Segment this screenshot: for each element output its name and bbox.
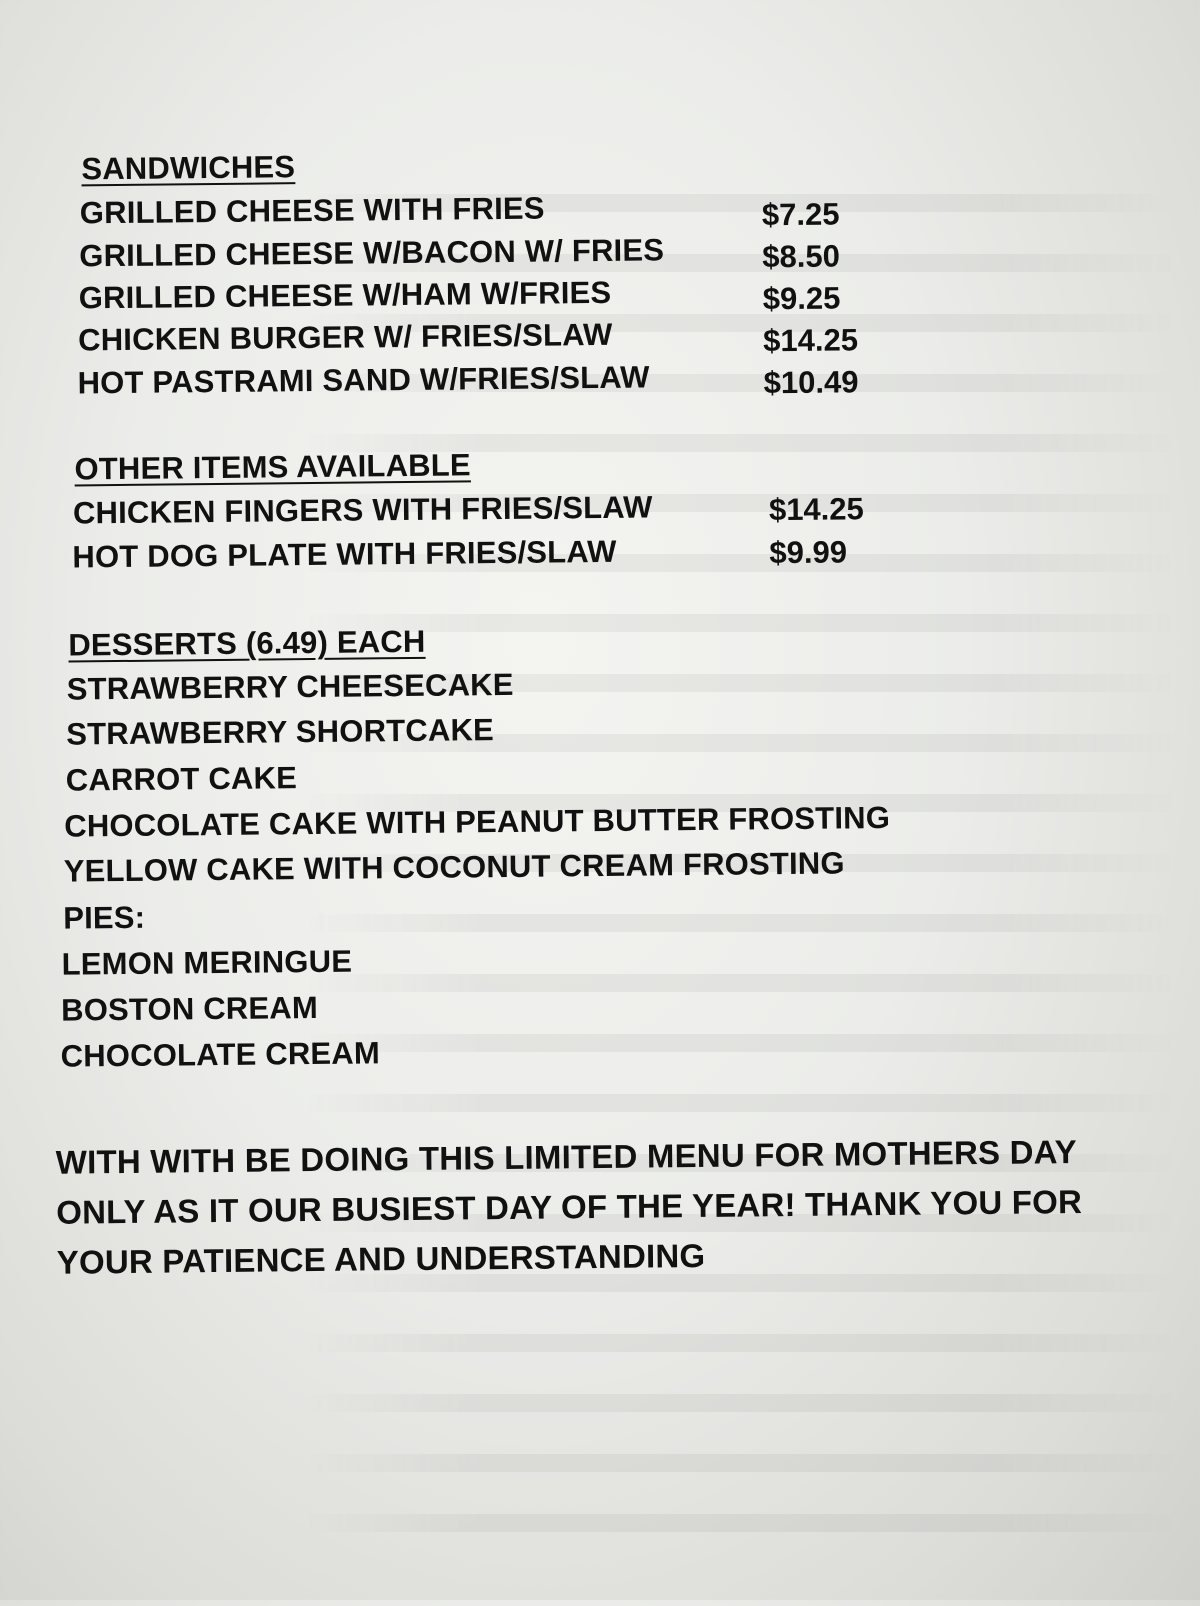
dessert-item: CHOCOLATE CREAM xyxy=(60,1035,381,1074)
dessert-item: CARROT CAKE xyxy=(65,760,298,798)
holiday-notice xyxy=(56,1126,1178,1288)
menu-item-price: $10.49 xyxy=(763,364,859,401)
menu-item-price: $14.25 xyxy=(763,322,859,359)
menu-item-price: $8.50 xyxy=(762,238,841,275)
dessert-item: CHOCOLATE CAKE WITH PEANUT BUTTER FROSTING xyxy=(64,799,891,844)
menu-item-name: GRILLED CHEESE W/HAM W/FRIES xyxy=(78,274,612,316)
dessert-item: LEMON MERINGUE xyxy=(61,943,353,982)
pies-subheading: PIES: xyxy=(63,899,146,936)
menu-item-name: HOT PASTRAMI SAND W/FRIES/SLAW xyxy=(77,359,650,401)
menu-item-name: CHICKEN BURGER W/ FRIES/SLAW xyxy=(77,316,613,358)
notice-line: WITH WITH BE DOING THIS LIMITED MENU FOR MOTHERS DAY xyxy=(55,1133,1078,1181)
dessert-item: STRAWBERRY SHORTCAKE xyxy=(66,712,495,752)
notice-line: ONLY AS IT OUR BUSIEST DAY OF THE YEAR! THANK YOU FOR xyxy=(56,1182,1083,1231)
dessert-item: STRAWBERRY CHEESECAKE xyxy=(66,666,514,707)
menu-item-name: GRILLED CHEESE WITH FRIES xyxy=(79,190,545,231)
menu-item-name: CHICKEN FINGERS WITH FRIES/SLAW xyxy=(72,489,653,531)
dessert-item: YELLOW CAKE WITH COCONUT CREAM FROSTING xyxy=(63,845,845,889)
notice-line: YOUR PATIENCE AND UNDERSTANDING xyxy=(56,1236,706,1281)
menu-item-price: $9.99 xyxy=(769,534,848,571)
menu-item-price: $9.25 xyxy=(762,280,841,317)
menu-item-price: $14.25 xyxy=(768,491,864,528)
dessert-item: BOSTON CREAM xyxy=(60,989,319,1028)
menu-item-price: $7.25 xyxy=(761,196,840,233)
section-heading-desserts: DESSERTS (6.49) EACH xyxy=(68,623,426,663)
section-heading-other-items: OTHER ITEMS AVAILABLE xyxy=(74,447,471,487)
menu-item-name: HOT DOG PLATE WITH FRIES/SLAW xyxy=(72,533,617,575)
menu-item-name: GRILLED CHEESE W/BACON W/ FRIES xyxy=(79,232,665,274)
section-heading-sandwiches: SANDWICHES xyxy=(81,149,296,187)
